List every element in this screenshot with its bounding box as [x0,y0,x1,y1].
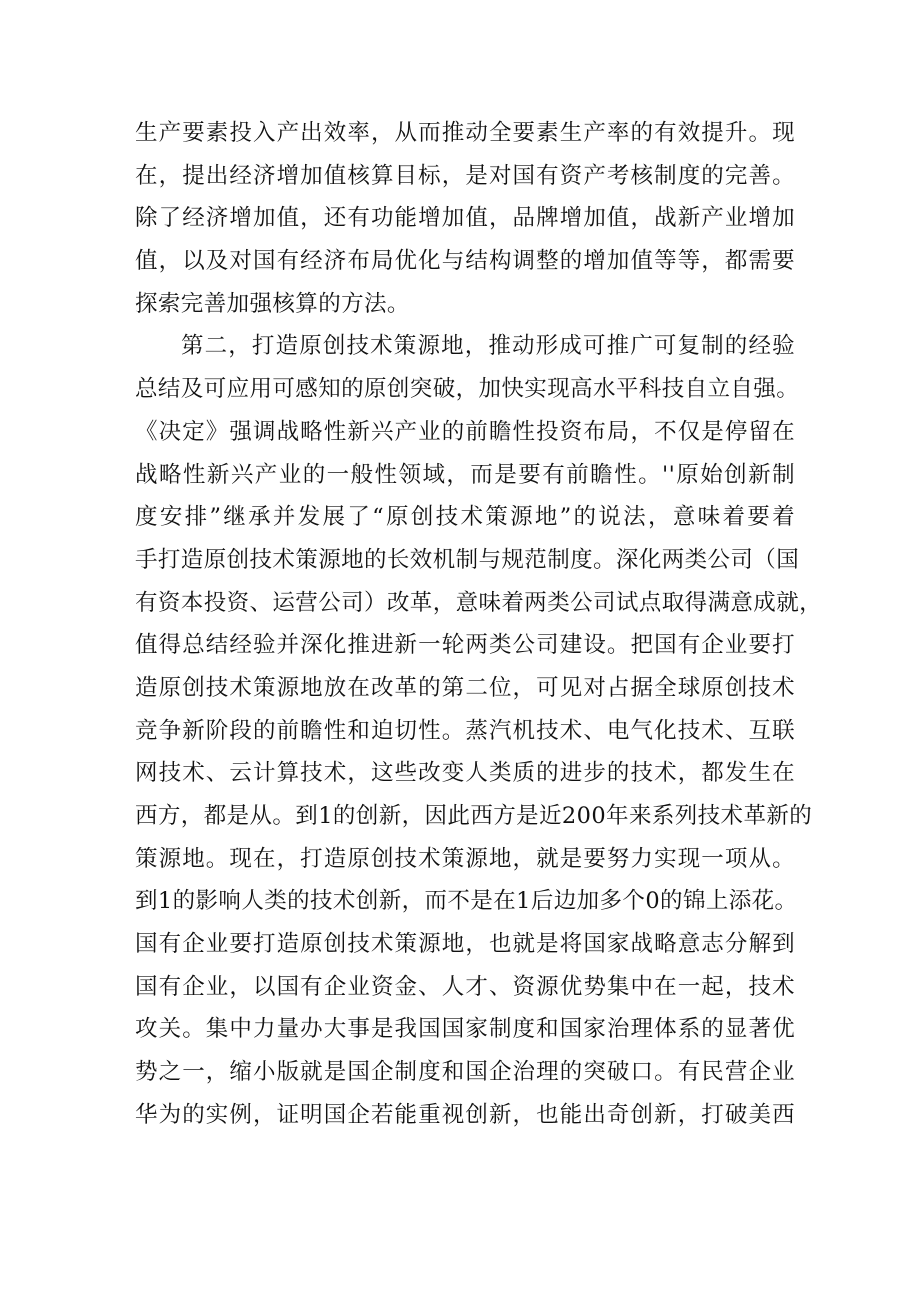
text-line: 策源地。现在，打造原创技术策源地，就是要努力实现一项从。 [135,845,795,872]
text-line: 国有企业要打造原创技术策源地，也就是将国家战略意志分解到 [135,931,795,958]
text-line: 西方，都是从。到1的创新，因此西方是近200年来系列技术革新的 [135,803,813,829]
text-line-last: 探索完善加强核算的方法。 [135,290,410,317]
text-line-first: 第二，打造原创技术策源地，推动形成可推广可复制的经验 [181,333,795,360]
text-line: 到1的影响人类的技术创新，而不是在1后边加多个0的锦上添花。 [135,888,798,915]
text-line: 势之一，缩小版就是国企制度和国企治理的突破口。有民营企业 [135,1059,795,1086]
text-line: 攻关。集中力量办大事是我国国家制度和国家治理体系的显著优 [135,1016,795,1043]
text-line: 造原创技术策源地放在改革的第二位，可见对占据全球原创技术 [135,674,795,701]
text-line: 度安排”继承并发展了“原创技术策源地”的说法，意味着要着 [135,504,795,531]
text-line: 《决定》强调战略性新兴产业的前瞻性投资布局，不仅是停留在 [135,418,795,445]
text-line: 在，提出经济增加值核算目标，是对国有资产考核制度的完善。 [135,162,795,189]
text-line: 手打造原创技术策源地的长效机制与规范制度。深化两类公司（国 [135,546,800,573]
text-line: 有资本投资、运营公司）改革，意味着两类公司试点取得满意成就， [135,589,823,616]
body-text [135,112,823,1137]
text-line: 生产要素投入产出效率，从而推动全要素生产率的有效提升。现 [135,120,795,146]
text-line: 国有企业，以国有企业资金、人才、资源优势集中在一起，技术 [135,973,795,1000]
text-line: 华为的实例，证明国企若能重视创新，也能出奇创新，打破美西 [135,1101,795,1128]
text-line: 值得总结经验并深化推进新一轮两类公司建设。把国有企业要打 [135,632,795,659]
text-line: 竞争新阶段的前瞻性和迫切性。蒸汽机技术、电气化技术、互联 [135,717,795,744]
text-line: 值，以及对国有经济布局优化与结构调整的增加值等等，都需要 [135,248,795,275]
text-line: 总结及可应用可感知的原创突破，加快实现高水平科技自立自强。 [135,376,800,403]
text-line: 战略性新兴产业的一般性领域，而是要有前瞻性。''原始创新制 [135,461,795,488]
text-line: 除了经济增加值，还有功能增加值，品牌增加值，战新产业增加 [135,205,795,232]
text-line: 网技术、云计算技术，这些改变人类质的进步的技术，都发生在 [135,760,795,787]
